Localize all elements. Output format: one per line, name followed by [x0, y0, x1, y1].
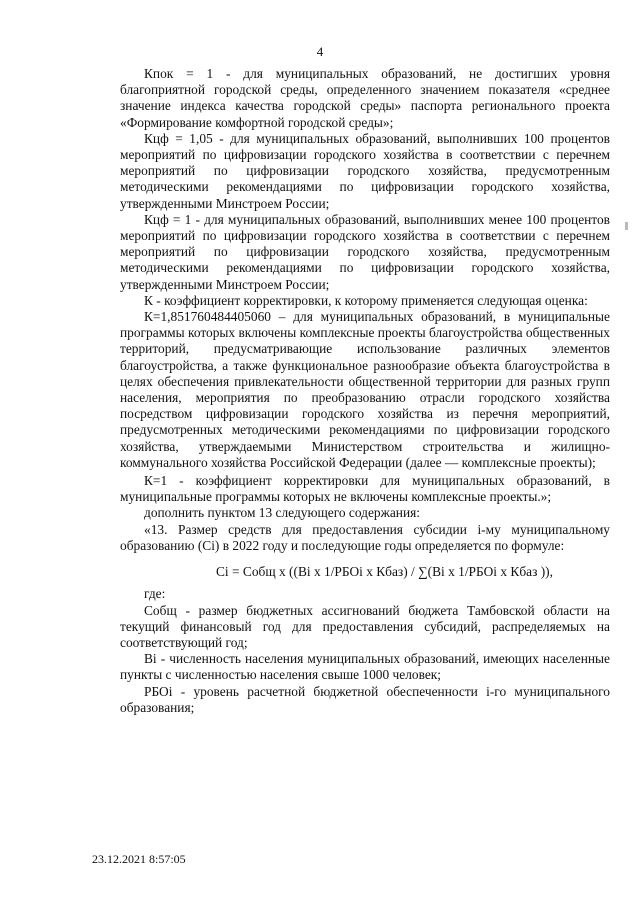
page-number: 4	[316, 44, 324, 59]
subsidy-formula: Ci = Собщ x ((Bi x 1/РБОi x Кбаз) / ∑(Bi x 1/РБОi x Кбаз )),	[216, 564, 553, 580]
definition-sobshch: Собщ - размер бюджетных ассигнований бюджета Тамбовской области на текущий финансовый год для предоставления субсидий, распределяемых на соответствующий год;	[120, 602, 610, 650]
footer-timestamp: 23.12.2021 8:57:05	[92, 852, 186, 866]
definition-rboi: РБОi - уровень расчетной бюджетной обеспеченности i-го муниципального образования;	[120, 683, 610, 715]
paragraph-k-intro: К - коэффициент корректировки, к которому применяется следующая оценка:	[144, 292, 588, 308]
paragraph-k-1: К=1 - коэффициент корректировки для муниципальных образований, в муниципальные программы которых не включены комплексные проекты.»;	[120, 473, 610, 505]
definition-bi: Bi - численность населения муниципальных образований, имеющих населенные пункты с численностью населения свыше 1000 человек;	[120, 651, 610, 683]
paragraph-kpok: Кпок = 1 - для муниципальных образований, не достигших уровня благоприятной городской среды, определенного значением показателя «среднее значение индекса качества городской среды» паспорта регионального проекта «Формирование комфортной городской среды»;	[120, 66, 610, 130]
where-label: где:	[144, 586, 166, 602]
scan-edge-mark	[625, 222, 628, 230]
paragraph-item-13: «13. Размер средств для предоставления субсидии i-му муниципальному образованию (Ci) в 2022 году и последующие годы определяется по формуле:	[120, 521, 610, 553]
paragraph-amend: дополнить пунктом 13 следующего содержания:	[144, 505, 421, 521]
paragraph-kcf-1: Кцф = 1 - для муниципальных образований, выполнивших менее 100 процентов мероприятий по цифровизации городского хозяйства в соответствии с перечнем мероприятий по цифровизации городского хозяйства, предусмотренным методическими рекомендациями по цифровизации городского хозяйства, утвержденными Минстроем России;	[120, 211, 610, 292]
paragraph-kcf-105: Кцф = 1,05 - для муниципальных образований, выполнивших 100 процентов мероприятий по цифровизации городского хозяйства в соответствии с перечнем мероприятий по цифровизации городского хозяйства, предусмотренным методическими рекомендациями по цифровизации городского хозяйства, утвержденными Минстроем России;	[120, 130, 610, 211]
paragraph-k-value: К=1,851760484405060 – для муниципальных образований, в муниципальные программы которых включены комплексные проекты благоустройства общественных территорий, предусматривающие использование различных элементов благоустройства, а также функциональное разнообразие объекта благоустройства в целях обеспечения привлекательности общественной территории для разных групп населения, мероприятия по преобразованию отрасли городского хозяйства посредством цифровизации городского хозяйства из перечня мероприятий, предусмотренных методическими рекомендациями по цифровизации городского хозяйства, утверждаемыми Министерством строительства и жилищно-коммунального хозяйства Российской Федерации (далее — комплексные проекты);	[120, 309, 610, 470]
document-body	[120, 66, 610, 716]
